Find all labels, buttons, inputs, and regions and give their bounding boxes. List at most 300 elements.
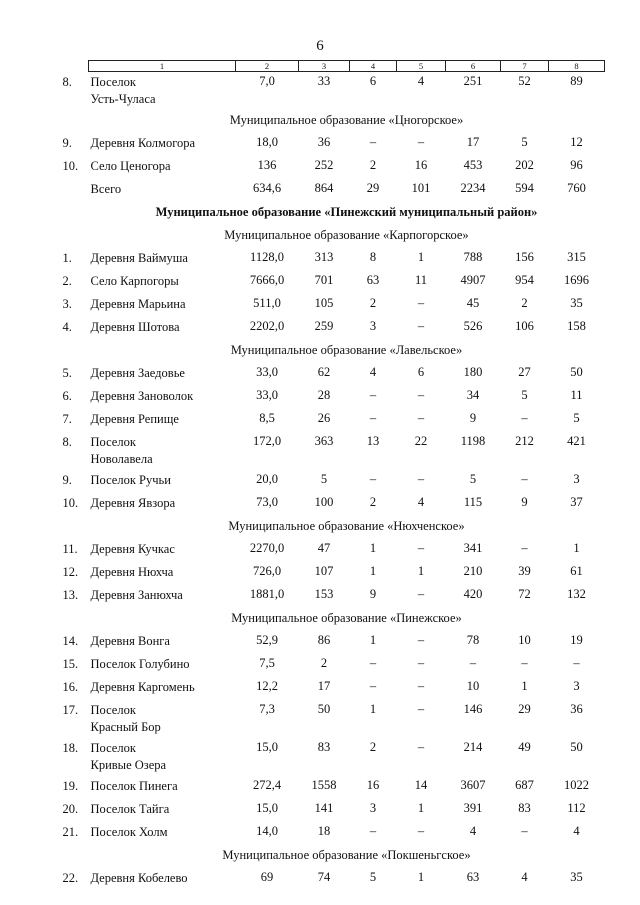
value-cell: 153 — [314, 587, 334, 601]
value-cell: 1022 — [564, 778, 589, 792]
value-cell: 19 — [570, 633, 583, 647]
value-cell: 26 — [317, 411, 331, 425]
value-cell: 63 — [466, 870, 480, 884]
value-cell: 52 — [518, 74, 531, 88]
value-cell: – — [417, 135, 425, 149]
value-cell: 594 — [515, 181, 534, 195]
value-cell: 5 — [521, 135, 528, 149]
row-number: 14. — [62, 634, 79, 648]
table-row — [89, 294, 605, 317]
value-cell: 16 — [366, 778, 380, 792]
value-cell: 9 — [469, 411, 477, 425]
settlement-name: Деревня Кучкас — [90, 542, 175, 556]
value-cell: 28 — [317, 388, 331, 402]
value-cell: 17 — [466, 135, 480, 149]
value-cell: 9 — [369, 587, 377, 601]
row-number: 1. — [62, 251, 72, 265]
value-cell: 27 — [518, 365, 531, 379]
value-cell: 115 — [463, 495, 483, 509]
value-cell: 22 — [414, 434, 428, 448]
value-cell: – — [369, 388, 377, 402]
value-cell: 2 — [369, 495, 377, 509]
value-cell: 20,0 — [256, 472, 278, 486]
settlement-cell — [62, 294, 236, 317]
value-cell: 1 — [369, 541, 377, 555]
value-cell: 10 — [466, 679, 480, 693]
value-cell: 726,0 — [252, 564, 282, 578]
value-cell: – — [521, 472, 528, 486]
value-cell: 315 — [567, 250, 586, 264]
value-cell: 511,0 — [253, 296, 281, 310]
value-cell: 146 — [463, 702, 483, 716]
value-cell: 313 — [314, 250, 334, 264]
value-cell: – — [369, 656, 377, 670]
settlement-name: Деревня Колмогора — [90, 136, 196, 150]
value-cell: 7666,0 — [249, 273, 285, 287]
value-cell: 132 — [567, 587, 586, 601]
value-cell: 50 — [317, 702, 331, 716]
value-cell: – — [521, 656, 528, 670]
value-cell: 39 — [518, 564, 531, 578]
value-cell: 4 — [469, 824, 477, 838]
table-row — [89, 179, 605, 202]
value-cell: 136 — [257, 158, 277, 172]
table-row — [89, 156, 605, 179]
value-cell: 36 — [317, 135, 331, 149]
settlement-cell — [62, 493, 236, 516]
table-row — [89, 470, 605, 493]
table-row — [89, 493, 605, 516]
settlement-name: Деревня Нюхча — [90, 565, 174, 579]
value-cell: 33,0 — [256, 388, 278, 402]
value-cell: – — [369, 411, 377, 425]
value-cell: 141 — [314, 801, 334, 815]
row-number: 18. — [62, 741, 79, 755]
table-row — [89, 271, 605, 294]
table-row — [89, 562, 605, 585]
row-number: 5. — [62, 366, 72, 380]
section-heading: Муниципальное образование «Цногорское» — [229, 113, 464, 127]
value-cell: 72 — [518, 587, 531, 601]
value-cell: 37 — [570, 495, 583, 509]
value-cell: 210 — [463, 564, 483, 578]
column-header: 5 — [397, 61, 446, 72]
settlement-cell — [89, 179, 236, 202]
value-cell: 74 — [317, 870, 331, 884]
value-cell: 3 — [573, 679, 580, 693]
value-cell: 18 — [317, 824, 331, 838]
value-cell: 363 — [314, 434, 334, 448]
settlement-cell — [62, 799, 236, 822]
row-number: 19. — [62, 779, 79, 793]
value-cell: 10 — [518, 633, 531, 647]
settlement-cell — [62, 432, 236, 470]
settlement-cell — [62, 776, 236, 799]
settlement-name: Деревня Зановолок — [90, 389, 194, 403]
value-cell: 2 — [369, 158, 377, 172]
value-cell: 212 — [515, 434, 534, 448]
value-cell: 83 — [518, 801, 531, 815]
value-cell: – — [417, 679, 425, 693]
value-cell: 4 — [573, 824, 580, 838]
value-cell: 47 — [317, 541, 331, 555]
value-cell: 4 — [417, 495, 425, 509]
value-cell: – — [521, 824, 528, 838]
value-cell: 2 — [320, 656, 328, 670]
settlement-cell — [62, 72, 236, 111]
value-cell: 1558 — [311, 778, 337, 792]
value-cell: 4 — [369, 365, 377, 379]
table-row — [89, 776, 605, 799]
value-cell: 1 — [369, 564, 377, 578]
value-cell: 73,0 — [256, 495, 278, 509]
value-cell: 78 — [466, 633, 480, 647]
value-cell: – — [417, 702, 425, 716]
value-cell: 341 — [463, 541, 483, 555]
settlement-name: Деревня Каргомень — [90, 680, 195, 694]
value-cell: 5 — [469, 472, 477, 486]
value-cell: 2202,0 — [249, 319, 285, 333]
value-cell: 33 — [317, 74, 331, 88]
value-cell: 100 — [314, 495, 334, 509]
value-cell: 4 — [521, 870, 528, 884]
value-cell: 45 — [466, 296, 480, 310]
section-heading-row — [89, 340, 605, 363]
value-cell: 18,0 — [256, 135, 278, 149]
row-number: 6. — [62, 389, 72, 403]
value-cell: 52,9 — [256, 633, 278, 647]
settlement-cell — [62, 539, 236, 562]
value-cell: 156 — [515, 250, 534, 264]
value-cell: 5 — [573, 411, 580, 425]
value-cell: 12 — [570, 135, 583, 149]
table-row — [89, 363, 605, 386]
value-cell: 34 — [466, 388, 480, 402]
value-cell: – — [417, 411, 425, 425]
value-cell: 6 — [417, 365, 425, 379]
value-cell: 83 — [317, 740, 331, 754]
row-number: 10. — [62, 496, 79, 510]
value-cell: – — [521, 411, 528, 425]
settlement-name: Деревня Занюхча — [90, 588, 183, 602]
table-row — [89, 631, 605, 654]
value-cell: 3 — [369, 801, 377, 815]
value-cell: 214 — [463, 740, 483, 754]
value-cell: 17 — [317, 679, 331, 693]
settlement-name: Деревня Заедовье — [90, 366, 185, 380]
table-row — [89, 386, 605, 409]
settlement-name: Поселок Тайга — [90, 802, 170, 816]
value-cell: 106 — [515, 319, 534, 333]
value-cell: – — [417, 388, 425, 402]
value-cell: 954 — [515, 273, 534, 287]
row-number: 22. — [62, 871, 79, 885]
value-cell: 252 — [314, 158, 334, 172]
value-cell: 420 — [463, 587, 483, 601]
value-cell: 1 — [417, 801, 425, 815]
settlement-name: Село Ценогора — [90, 159, 171, 173]
row-number: 12. — [62, 565, 79, 579]
value-cell: 7,0 — [259, 74, 275, 88]
settlement-cell — [62, 133, 236, 156]
value-cell: – — [417, 633, 425, 647]
value-cell: 202 — [515, 158, 534, 172]
value-cell: – — [369, 472, 377, 486]
row-number: 9. — [62, 473, 72, 487]
row-number: 8. — [62, 435, 72, 449]
settlement-name: Село Карпогоры — [90, 274, 179, 288]
settlement-name: Всего — [90, 182, 122, 196]
value-cell: 8 — [369, 250, 377, 264]
table-row — [89, 654, 605, 677]
value-cell: 1 — [417, 564, 425, 578]
row-number: 3. — [62, 297, 72, 311]
value-cell: 1198 — [460, 434, 486, 448]
value-cell: 13 — [366, 434, 380, 448]
settlement-name: Деревня Ваймуша — [90, 251, 188, 265]
section-heading: Муниципальное образование «Лавельское» — [230, 343, 463, 357]
value-cell: 259 — [314, 319, 334, 333]
settlement-cell — [62, 271, 236, 294]
value-cell: 453 — [463, 158, 483, 172]
settlement-cell — [62, 677, 236, 700]
column-header: 1 — [89, 61, 236, 72]
value-cell: 788 — [463, 250, 483, 264]
value-cell: – — [573, 656, 580, 670]
value-cell: 50 — [570, 740, 583, 754]
value-cell: 7,3 — [259, 702, 275, 716]
table-row — [89, 677, 605, 700]
section-heading: Муниципальное образование «Пинежское» — [231, 611, 462, 625]
table-row — [89, 409, 605, 432]
value-cell: – — [369, 824, 377, 838]
column-header: 4 — [350, 61, 397, 72]
table-row — [89, 248, 605, 271]
value-cell: 35 — [570, 296, 583, 310]
value-cell: 69 — [260, 870, 274, 884]
settlement-name: Поселок Кривые Озера — [90, 741, 167, 772]
section-heading-row — [89, 516, 605, 539]
row-number: 7. — [62, 412, 72, 426]
value-cell: 172,0 — [252, 434, 282, 448]
value-cell: 3 — [573, 472, 580, 486]
settlement-cell — [62, 700, 236, 738]
value-cell: 15,0 — [256, 740, 278, 754]
settlement-name: Поселок Холм — [90, 825, 168, 839]
value-cell: 105 — [314, 296, 334, 310]
value-cell: 251 — [463, 74, 483, 88]
value-cell: 5 — [369, 870, 377, 884]
column-header: 3 — [299, 61, 350, 72]
value-cell: 2 — [521, 296, 528, 310]
value-cell: 1881,0 — [249, 587, 285, 601]
table-row — [89, 738, 605, 776]
value-cell: 2234 — [460, 181, 486, 195]
value-cell: 4907 — [460, 273, 486, 287]
value-cell: 2270,0 — [249, 541, 285, 555]
value-cell: 272,4 — [252, 778, 282, 792]
value-cell: 96 — [570, 158, 583, 172]
settlement-cell — [62, 386, 236, 409]
row-number: 9. — [62, 136, 72, 150]
value-cell: 62 — [317, 365, 331, 379]
row-number: 13. — [62, 588, 79, 602]
table-row — [89, 585, 605, 608]
section-heading: Муниципальное образование «Карпогорское» — [224, 228, 469, 242]
settlement-cell — [62, 738, 236, 776]
row-number: 4. — [62, 320, 72, 334]
value-cell: – — [417, 740, 425, 754]
value-cell: 3 — [369, 319, 377, 333]
value-cell: 29 — [518, 702, 531, 716]
value-cell: 391 — [463, 801, 483, 815]
section-heading-row — [89, 225, 605, 248]
section-heading-row — [89, 608, 605, 631]
value-cell: – — [417, 296, 425, 310]
value-cell: 5 — [320, 472, 328, 486]
value-cell: 49 — [518, 740, 531, 754]
value-cell: 701 — [314, 273, 334, 287]
value-cell: 9 — [521, 495, 528, 509]
district-heading: Муниципальное образование «Пинежский муниципальный район» — [155, 205, 538, 219]
value-cell: 1 — [417, 250, 425, 264]
settlements-table — [62, 60, 605, 891]
value-cell: 634,6 — [252, 181, 282, 195]
settlement-name: Деревня Шотова — [90, 320, 180, 334]
table-body — [62, 72, 605, 892]
settlement-cell — [62, 363, 236, 386]
settlement-name: Поселок Пинега — [90, 779, 178, 793]
settlement-cell — [62, 409, 236, 432]
column-number-header — [89, 61, 605, 72]
table-row — [89, 799, 605, 822]
table-row — [89, 539, 605, 562]
section-heading: Муниципальное образование «Покшеньгское» — [222, 848, 471, 862]
value-cell: 2 — [369, 740, 377, 754]
row-number: 15. — [62, 657, 79, 671]
settlement-cell — [62, 822, 236, 845]
settlement-name: Деревня Вонга — [90, 634, 170, 648]
value-cell: 1 — [573, 541, 580, 555]
row-number: 10. — [62, 159, 79, 173]
value-cell: 864 — [314, 181, 334, 195]
table-row — [89, 317, 605, 340]
table-row — [89, 822, 605, 845]
row-number: 16. — [62, 680, 79, 694]
value-cell: 112 — [567, 801, 586, 815]
settlement-cell — [62, 585, 236, 608]
settlement-cell — [62, 654, 236, 677]
settlement-cell — [62, 317, 236, 340]
value-cell: 63 — [366, 273, 380, 287]
settlement-name: Деревня Кобелево — [90, 871, 188, 885]
value-cell: 33,0 — [256, 365, 278, 379]
value-cell: 36 — [570, 702, 583, 716]
value-cell: – — [469, 656, 477, 670]
value-cell: 12,2 — [256, 679, 278, 693]
value-cell: 180 — [463, 365, 483, 379]
value-cell: 14 — [414, 778, 428, 792]
settlement-name: Деревня Репище — [90, 412, 179, 426]
value-cell: 526 — [463, 319, 483, 333]
value-cell: – — [417, 824, 425, 838]
settlement-cell — [62, 562, 236, 585]
page-number: 6 — [316, 38, 324, 54]
value-cell: 89 — [570, 74, 583, 88]
value-cell: 687 — [515, 778, 534, 792]
value-cell: – — [369, 135, 377, 149]
table-row — [89, 868, 605, 891]
settlement-cell — [62, 631, 236, 654]
value-cell: 14,0 — [256, 824, 278, 838]
value-cell: – — [369, 679, 377, 693]
settlement-name: Поселок Новолавела — [90, 435, 153, 466]
value-cell: – — [417, 319, 425, 333]
value-cell: 5 — [521, 388, 528, 402]
section-heading-row — [89, 845, 605, 868]
value-cell: 29 — [366, 181, 380, 195]
row-number: 21. — [62, 825, 79, 839]
value-cell: 421 — [567, 434, 586, 448]
table-row — [89, 700, 605, 738]
column-header: 7 — [501, 61, 549, 72]
value-cell: 1 — [369, 633, 377, 647]
settlement-cell — [62, 868, 236, 891]
settlement-name: Деревня Марьина — [90, 297, 186, 311]
value-cell: – — [417, 587, 425, 601]
settlement-name: Поселок Усть-Чуласа — [90, 75, 156, 106]
row-number: 20. — [62, 802, 79, 816]
column-header: 8 — [549, 61, 605, 72]
settlement-name: Деревня Явзора — [90, 496, 176, 510]
value-cell: 1696 — [564, 273, 589, 287]
value-cell: 1128,0 — [250, 250, 284, 264]
value-cell: 50 — [570, 365, 583, 379]
settlement-name: Поселок Красный Бор — [90, 703, 161, 734]
value-cell: 2 — [369, 296, 377, 310]
value-cell: 1 — [521, 679, 528, 693]
value-cell: 15,0 — [256, 801, 278, 815]
table-row — [89, 432, 605, 470]
value-cell: 1 — [369, 702, 377, 716]
row-number: 11. — [62, 542, 78, 556]
section-heading-row — [89, 110, 605, 133]
value-cell: – — [521, 541, 528, 555]
value-cell: 35 — [570, 870, 583, 884]
settlement-name: Поселок Ручьи — [90, 473, 171, 487]
settlement-name: Поселок Голубино — [90, 657, 190, 671]
value-cell: 107 — [314, 564, 334, 578]
value-cell: – — [417, 472, 425, 486]
value-cell: 158 — [567, 319, 586, 333]
value-cell: 86 — [317, 633, 331, 647]
value-cell: 101 — [411, 181, 431, 195]
value-cell: 11 — [570, 388, 583, 402]
table-row — [89, 72, 605, 111]
column-header: 2 — [236, 61, 299, 72]
settlement-cell — [62, 470, 236, 493]
row-number: 17. — [62, 703, 79, 717]
settlement-cell — [62, 156, 236, 179]
value-cell: 16 — [414, 158, 428, 172]
value-cell: 11 — [414, 273, 428, 287]
value-cell: – — [417, 656, 425, 670]
column-header: 6 — [446, 61, 501, 72]
section-heading: Муниципальное образование «Нюхченское» — [228, 519, 465, 533]
value-cell: 8,5 — [259, 411, 275, 425]
value-cell: 6 — [369, 74, 377, 88]
value-cell: 4 — [417, 74, 425, 88]
